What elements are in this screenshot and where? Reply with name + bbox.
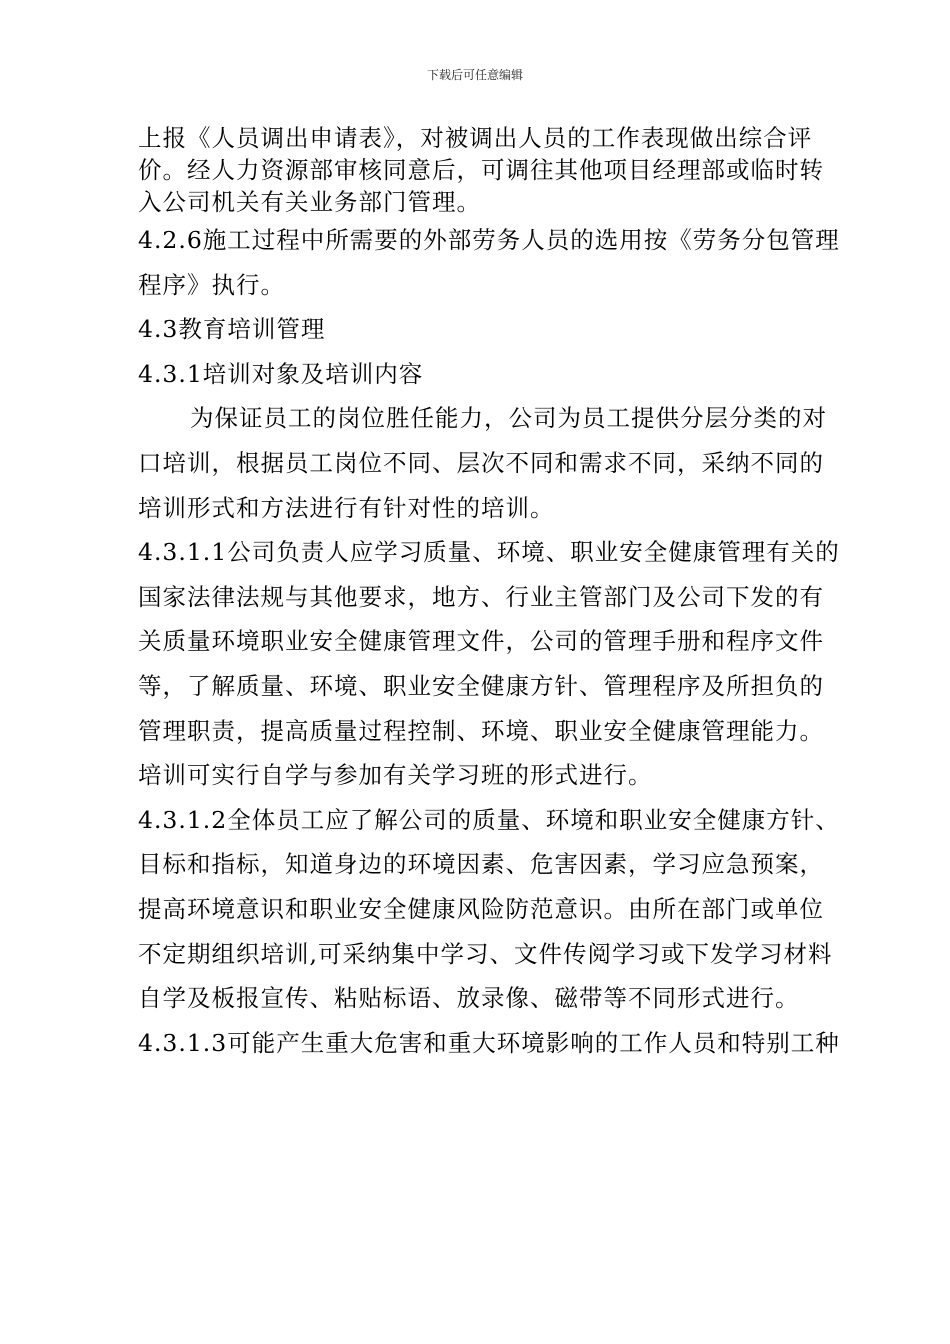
paragraph-start: 为保证员工的岗位胜任能力，公司为员工提供分层分类的对 (190, 404, 827, 433)
text-line: 程序》执行。 (138, 270, 285, 299)
text-line: 国家法律法规与其他要求，地方、行业主管部门及公司下发的有 (138, 582, 824, 611)
text-line: 管理职责，提高质量过程控制、环境、职业安全健康管理能力。 (138, 716, 824, 745)
section-heading-4-3: 4.3教育培训管理 (138, 315, 326, 344)
section-4-3-1-1: 4.3.1.1公司负责人应学习质量、环境、职业安全健康管理有关的 (138, 538, 840, 567)
text-line: 提高环境意识和职业安全健康风险防范意识。由所在部门或单位 (138, 894, 824, 923)
section-4-2-6: 4.2.6施工过程中所需要的外部劳务人员的选用按《劳务分包管理 (138, 226, 840, 254)
text-line: 目标和指标，知道身边的环境因素、危害因素，学习应急预案， (138, 850, 824, 879)
document-body (138, 122, 873, 1065)
text-line: 关质量环境职业安全健康管理文件，公司的管理手册和程序文件 (138, 627, 824, 656)
text-line: 培训可实行自学与参加有关学习班的形式进行。 (138, 761, 653, 790)
text-line: 培训形式和方法进行有针对性的培训。 (138, 493, 555, 522)
text-line: 价。经人力资源部审核同意后，可调往其他项目经理部或临时转 (138, 156, 824, 184)
section-4-3-1-2: 4.3.1.2全体员工应了解公司的质量、环境和职业安全健康方针、 (138, 805, 840, 834)
text-line: 不定期组织培训,可采纳集中学习、文件传阅学习或下发学习材料 (138, 939, 833, 968)
text-line: 入公司机关有关业务部门管理。 (138, 188, 481, 216)
text-line: 等，了解质量、环境、职业安全健康方针、管理程序及所担负的 (138, 671, 824, 700)
text-line: 口培训，根据员工岗位不同、层次不同和需求不同，采纳不同的 (138, 448, 824, 477)
text-line: 自学及板报宣传、粘贴标语、放录像、磁带等不同形式进行。 (138, 984, 800, 1013)
section-4-3-1-3: 4.3.1.3可能产生重大危害和重大环境影响的工作人员和特别工种 (138, 1028, 840, 1057)
page-header: 下载后可任意编辑 (426, 68, 523, 82)
section-heading-4-3-1: 4.3.1培训对象及培训内容 (138, 359, 424, 388)
text-line: 上报《人员调出申请表》，对被调出人员的工作表现做出综合评 (138, 124, 813, 152)
